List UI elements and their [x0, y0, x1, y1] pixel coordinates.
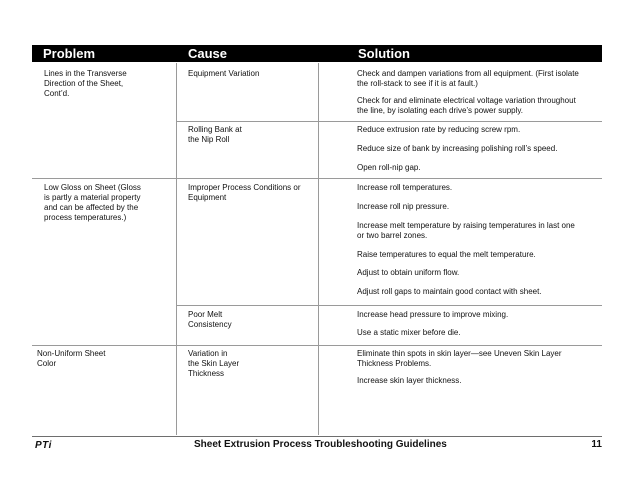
solution-text: Reduce extrusion rate by reducing screw rpm.: [357, 125, 521, 134]
column-divider: [176, 63, 177, 435]
solution-text: Use a static mixer before die.: [357, 328, 461, 337]
problem-text: Lines in the Transverse Direction of the Sheet, Cont’d.: [44, 69, 127, 98]
cause-text: Improper Process Conditions or Equipment: [188, 183, 301, 202]
cause-text: Variation in the Skin Layer Thickness: [188, 349, 240, 378]
solution-text: Check for and eliminate electrical voltage variation throughout the line, by isolating each drive’s power supply.: [357, 96, 576, 115]
solution-text: Increase roll nip pressure.: [357, 202, 450, 211]
solution-text: Increase skin layer thickness.: [357, 376, 462, 385]
page-footer: [32, 436, 602, 451]
row-separator: [32, 178, 602, 179]
solution-text: Eliminate thin spots in skin layer—see Uneven Skin Layer Thickness Problems.: [357, 349, 562, 368]
cause-text: Poor Melt Consistency: [188, 310, 232, 329]
solution-text: Adjust roll gaps to maintain good contact with sheet.: [357, 287, 542, 296]
row-separator: [176, 305, 602, 306]
cause-text: Equipment Variation: [188, 69, 260, 78]
solution-text: Adjust to obtain uniform flow.: [357, 268, 460, 277]
solution-text: Increase head pressure to improve mixing.: [357, 310, 509, 319]
problem-text: Low Gloss on Sheet (Gloss is partly a material property and can be affected by the process temperatures.): [44, 183, 141, 222]
solution-text: Increase roll temperatures.: [357, 183, 453, 192]
solution-text: Reduce size of bank by increasing polishing roll’s speed.: [357, 144, 558, 153]
problem-text: Non-Uniform Sheet Color: [37, 349, 106, 368]
header-solution: Solution: [358, 46, 410, 61]
table-header: [32, 45, 602, 62]
row-separator: [32, 345, 602, 346]
footer-title: Sheet Extrusion Process Troubleshooting Guidelines: [194, 439, 447, 450]
row-separator: [176, 121, 602, 122]
cause-text: Rolling Bank at the Nip Roll: [188, 125, 242, 144]
solution-text: Open roll-nip gap.: [357, 163, 421, 172]
page-number: 11: [591, 439, 602, 450]
pti-logo: PTi: [35, 440, 52, 451]
solution-text: Increase melt temperature by raising temperatures in last one or two barrel zones.: [357, 221, 575, 240]
header-cause: Cause: [188, 46, 228, 61]
header-problem: Problem: [43, 46, 96, 61]
column-divider: [318, 63, 319, 435]
solution-text: Check and dampen variations from all equipment. (First isolate the roll-stack to see if it is at fault.): [357, 69, 579, 88]
solution-text: Raise temperatures to equal the melt temperature.: [357, 250, 536, 259]
